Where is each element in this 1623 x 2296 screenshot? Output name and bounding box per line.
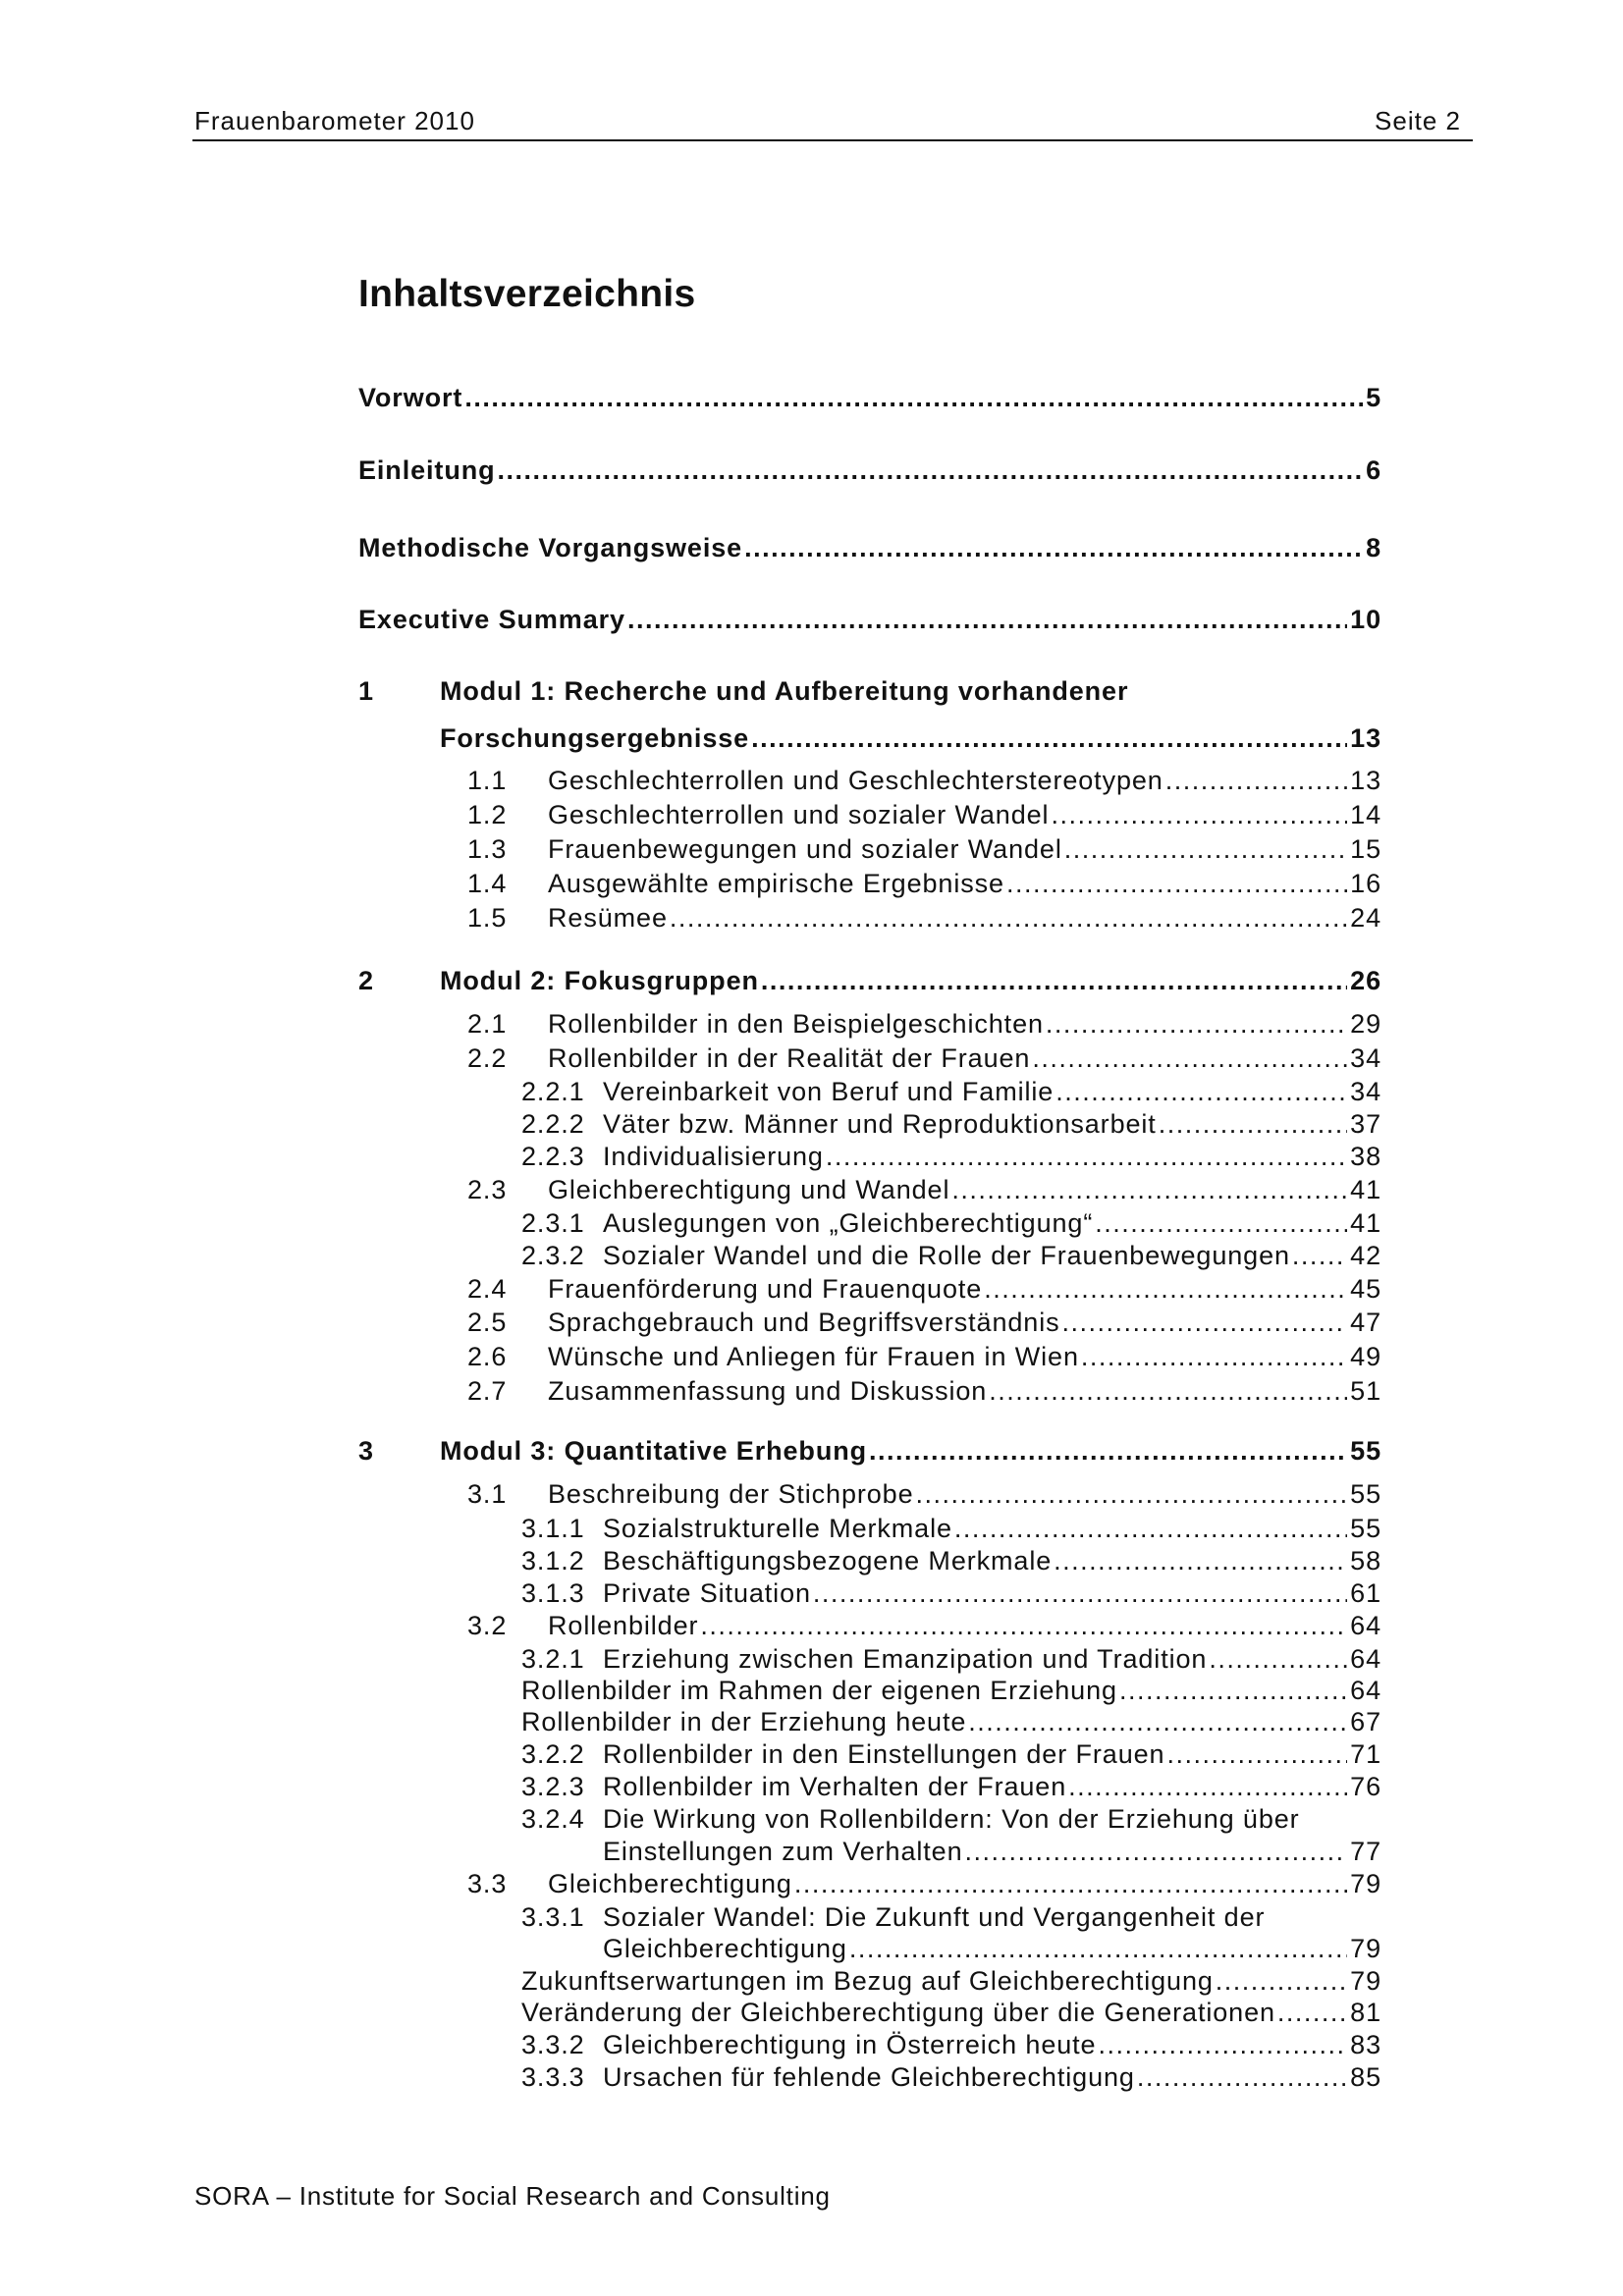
toc-entry-page: 42 xyxy=(1350,1241,1381,1270)
toc-entry-number: 3.3 xyxy=(467,1869,508,1898)
toc-dot-leader xyxy=(744,531,1363,564)
toc-entry-page: 13 xyxy=(1350,723,1381,753)
toc-entry-number: 3.1.3 xyxy=(521,1578,585,1608)
toc-entry-page: 81 xyxy=(1350,1998,1381,2027)
toc-entry-2-3-1[interactable] xyxy=(0,1206,1381,1240)
toc-dot-leader xyxy=(1064,832,1347,866)
toc-dot-leader xyxy=(670,901,1347,934)
toc-dot-leader xyxy=(1277,1996,1347,2029)
toc-entry-page: 64 xyxy=(1350,1676,1381,1705)
toc-dot-leader xyxy=(869,1434,1347,1468)
toc-entry-3-2-1[interactable] xyxy=(0,1642,1381,1676)
toc-entry-3-3-1-b[interactable] xyxy=(0,1996,1381,2029)
toc-entry-modul-1[interactable] xyxy=(0,674,1381,708)
toc-entry-page: 13 xyxy=(1350,766,1381,795)
toc-dot-leader xyxy=(813,1576,1347,1610)
header-title: Frauenbarometer 2010 xyxy=(194,106,475,135)
toc-entry-number: 3.3.1 xyxy=(521,1902,585,1932)
toc-entry-page: 16 xyxy=(1350,869,1381,898)
toc-entry-number: 3.2.2 xyxy=(521,1739,585,1769)
toc-dot-leader xyxy=(1292,1239,1347,1272)
toc-entry-number: 2.2 xyxy=(467,1043,508,1073)
toc-entry-title: Modul 2: Fokusgruppen xyxy=(440,966,759,995)
toc-entry-title: Rollenbilder in den Einstellungen der Frauen xyxy=(603,1739,1165,1769)
toc-dot-leader xyxy=(965,1835,1348,1868)
toc-entry-title: Sozialer Wandel und die Rolle der Frauenbewegungen xyxy=(603,1241,1290,1270)
toc-dot-leader xyxy=(1081,1340,1347,1373)
toc-entry-2-5[interactable] xyxy=(0,1306,1381,1339)
toc-entry-title: Rollenbilder im Rahmen der eigenen Erziehung xyxy=(521,1676,1117,1705)
toc-entry-number: 1.1 xyxy=(467,766,508,795)
toc-entry-number: 2.2.3 xyxy=(521,1142,585,1171)
toc-entry-title: Einleitung xyxy=(358,455,496,485)
toc-entry-number: 3.2.3 xyxy=(521,1772,585,1801)
toc-entry-title: Private Situation xyxy=(603,1578,811,1608)
toc-entry-title: Resümee xyxy=(548,903,668,933)
toc-entry-title: Executive Summary xyxy=(358,605,625,634)
toc-entry-page: 71 xyxy=(1350,1739,1381,1769)
toc-entry-title: Einstellungen zum Verhalten xyxy=(603,1837,963,1866)
toc-dot-leader xyxy=(794,1867,1347,1900)
toc-dot-leader xyxy=(498,454,1364,487)
toc-entry-page: 67 xyxy=(1350,1707,1381,1736)
toc-dot-leader xyxy=(1098,2028,1347,2061)
toc-entry-3-2[interactable] xyxy=(0,1609,1381,1642)
toc-dot-leader xyxy=(954,1512,1347,1545)
toc-dot-leader xyxy=(1046,1007,1347,1041)
toc-entry-page: 76 xyxy=(1350,1772,1381,1801)
toc-entry-page: 24 xyxy=(1350,903,1381,933)
toc-entry-page: 47 xyxy=(1350,1308,1381,1337)
toc-entry-title: Vereinbarkeit von Beruf und Familie xyxy=(603,1077,1055,1106)
toc-entry-number: 3.1 xyxy=(467,1479,508,1509)
toc-entry-3-3-2[interactable] xyxy=(0,2028,1381,2061)
toc-entry-3-3-1[interactable] xyxy=(0,1900,1381,1934)
toc-dot-leader xyxy=(984,1272,1347,1306)
toc-entry-page: 55 xyxy=(1350,1436,1381,1466)
toc-entry-number: 1 xyxy=(358,676,374,706)
toc-entry-2-2-2[interactable] xyxy=(0,1107,1381,1141)
toc-dot-leader xyxy=(1051,798,1347,831)
toc-entry-title: Forschungsergebnisse xyxy=(440,723,750,753)
toc-entry-page: 61 xyxy=(1350,1578,1381,1608)
toc-entry-1-5[interactable] xyxy=(0,901,1381,934)
toc-entry-3-1[interactable] xyxy=(0,1477,1381,1511)
toc-dot-leader xyxy=(1165,764,1347,797)
toc-entry-3-2-3[interactable] xyxy=(0,1770,1381,1803)
toc-entry-title: Zusammenfassung und Diskussion xyxy=(548,1376,988,1406)
toc-entry-1-1[interactable] xyxy=(0,764,1381,797)
toc-entry-title: Frauenförderung und Frauenquote xyxy=(548,1274,983,1304)
toc-dot-leader xyxy=(989,1374,1347,1408)
toc-entry-page: 64 xyxy=(1350,1611,1381,1640)
toc-entry-2-3-2[interactable] xyxy=(0,1239,1381,1272)
toc-entry-executive-summary[interactable] xyxy=(0,603,1381,636)
toc-entry-page: 26 xyxy=(1350,966,1381,995)
toc-dot-leader xyxy=(826,1140,1347,1173)
toc-entry-number: 3.3.3 xyxy=(521,2062,585,2092)
toc-entry-title: Gleichberechtigung xyxy=(603,1934,847,1963)
toc-dot-leader xyxy=(1209,1642,1347,1676)
toc-entry-1-4[interactable] xyxy=(0,867,1381,900)
toc-entry-1-2[interactable] xyxy=(0,798,1381,831)
toc-entry-3-3[interactable] xyxy=(0,1867,1381,1900)
toc-entry-number: 2 xyxy=(358,966,374,995)
toc-dot-leader xyxy=(1006,867,1347,900)
toc-dot-leader xyxy=(951,1173,1347,1206)
toc-entry-page: 83 xyxy=(1350,2030,1381,2059)
toc-entry-title: Erziehung zwischen Emanzipation und Tradition xyxy=(603,1644,1208,1674)
toc-entry-3-2-1-a[interactable] xyxy=(0,1674,1381,1707)
toc-entry-2-7[interactable] xyxy=(0,1374,1381,1408)
toc-entry-title: Auslegungen von „Gleichberechtigung“ xyxy=(603,1208,1094,1238)
toc-entry-number: 2.5 xyxy=(467,1308,508,1337)
toc-dot-leader xyxy=(1159,1107,1347,1141)
toc-entry-page: 77 xyxy=(1350,1837,1381,1866)
toc-entry-modul-3[interactable] xyxy=(0,1434,1381,1468)
toc-entry-title: Rollenbilder xyxy=(548,1611,699,1640)
toc-dot-leader xyxy=(1137,2060,1347,2094)
toc-entry-number: 3.2 xyxy=(467,1611,508,1640)
toc-entry-title: Sozialer Wandel: Die Zukunft und Vergangenheit der xyxy=(603,1902,1266,1932)
toc-dot-leader xyxy=(1216,1964,1347,1998)
toc-entry-number: 1.4 xyxy=(467,869,508,898)
toc-dot-leader xyxy=(968,1705,1347,1738)
toc-entry-page: 79 xyxy=(1350,1934,1381,1963)
toc-entry-title: Individualisierung xyxy=(603,1142,824,1171)
toc-dot-leader xyxy=(1095,1206,1347,1240)
toc-entry-title: Beschreibung der Stichprobe xyxy=(548,1479,914,1509)
toc-entry-title: Vorwort xyxy=(358,383,463,412)
toc-entry-page: 14 xyxy=(1350,800,1381,829)
toc-entry-vorwort[interactable] xyxy=(0,381,1381,414)
toc-entry-title: Frauenbewegungen und sozialer Wandel xyxy=(548,834,1062,864)
toc-entry-number: 2.7 xyxy=(467,1376,508,1406)
toc-entry-3-3-1-continued[interactable] xyxy=(0,1932,1381,1965)
toc-entry-page: 49 xyxy=(1350,1342,1381,1371)
toc-entry-3-2-2[interactable] xyxy=(0,1737,1381,1771)
toc-entry-number: 2.3.2 xyxy=(521,1241,585,1270)
toc-entry-number: 3.2.4 xyxy=(521,1804,585,1834)
toc-entry-title: Ausgewählte empirische Ergebnisse xyxy=(548,869,1004,898)
toc-entry-number: 2.3.1 xyxy=(521,1208,585,1238)
toc-entry-page: 29 xyxy=(1350,1009,1381,1039)
toc-dot-leader xyxy=(916,1477,1348,1511)
toc-entry-page: 41 xyxy=(1350,1208,1381,1238)
toc-entry-title: Rollenbilder in der Erziehung heute xyxy=(521,1707,967,1736)
toc-entry-page: 34 xyxy=(1350,1077,1381,1106)
toc-entry-title: Die Wirkung von Rollenbildern: Von der Erziehung über xyxy=(603,1804,1300,1834)
toc-entry-modul-2[interactable] xyxy=(0,964,1381,997)
toc-dot-leader xyxy=(1055,1075,1347,1108)
toc-dot-leader xyxy=(761,964,1347,997)
toc-entry-number: 3 xyxy=(358,1436,374,1466)
toc-dot-leader xyxy=(751,721,1347,755)
toc-entry-number: 3.1.2 xyxy=(521,1546,585,1575)
toc-entry-number: 2.6 xyxy=(467,1342,508,1371)
toc-entry-number: 3.3.2 xyxy=(521,2030,585,2059)
toc-entry-2-3[interactable] xyxy=(0,1173,1381,1206)
toc-entry-number: 2.4 xyxy=(467,1274,508,1304)
toc-dot-leader xyxy=(700,1609,1347,1642)
toc-dot-leader xyxy=(1032,1041,1347,1075)
page-footer: SORA – Institute for Social Research and Consulting xyxy=(194,2181,831,2211)
toc-entry-title: Rollenbilder in den Beispielgeschichten xyxy=(548,1009,1044,1039)
toc-entry-3-3-1-a[interactable] xyxy=(0,1964,1381,1998)
header-page-number: Seite 2 xyxy=(1375,106,1461,135)
toc-entry-page: 41 xyxy=(1350,1175,1381,1204)
toc-entry-title: Gleichberechtigung in Österreich heute xyxy=(603,2030,1097,2059)
toc-entry-einleitung[interactable] xyxy=(0,454,1381,487)
toc-entry-page: 37 xyxy=(1350,1109,1381,1139)
toc-entry-page: 85 xyxy=(1350,2062,1381,2092)
toc-entry-2-2-3[interactable] xyxy=(0,1140,1381,1173)
toc-entry-3-1-1[interactable] xyxy=(0,1512,1381,1545)
toc-entry-number: 1.5 xyxy=(467,903,508,933)
toc-entry-page: 10 xyxy=(1350,605,1381,634)
toc-entry-title: Ursachen für fehlende Gleichberechtigung xyxy=(603,2062,1135,2092)
toc-entry-title: Gleichberechtigung xyxy=(548,1869,792,1898)
toc-dot-leader xyxy=(1068,1770,1347,1803)
toc-entry-number: 2.2.2 xyxy=(521,1109,585,1139)
toc-dot-leader xyxy=(849,1932,1347,1965)
toc-entry-number: 2.1 xyxy=(467,1009,508,1039)
toc-entry-page: 55 xyxy=(1350,1479,1381,1509)
toc-entry-methodische-vorgangsweise[interactable] xyxy=(0,531,1381,564)
toc-entry-page: 5 xyxy=(1366,383,1381,412)
toc-entry-title: Modul 3: Quantitative Erhebung xyxy=(440,1436,868,1466)
toc-dot-leader xyxy=(1166,1737,1347,1771)
toc-entry-2-1[interactable] xyxy=(0,1007,1381,1041)
toc-entry-page: 64 xyxy=(1350,1644,1381,1674)
toc-entry-title: Rollenbilder in der Realität der Frauen xyxy=(548,1043,1031,1073)
toc-entry-2-2[interactable] xyxy=(0,1041,1381,1075)
toc-entry-title: Beschäftigungsbezogene Merkmale xyxy=(603,1546,1053,1575)
toc-entry-title: Gleichberechtigung und Wandel xyxy=(548,1175,950,1204)
toc-entry-number: 2.2.1 xyxy=(521,1077,585,1106)
toc-entry-2-2-1[interactable] xyxy=(0,1075,1381,1108)
toc-entry-title: Väter bzw. Männer und Reproduktionsarbeit xyxy=(603,1109,1157,1139)
toc-entry-title: Wünsche und Anliegen für Frauen in Wien xyxy=(548,1342,1079,1371)
toc-entry-title: Geschlechterrollen und sozialer Wandel xyxy=(548,800,1050,829)
toc-dot-leader xyxy=(1119,1674,1347,1707)
toc-entry-3-1-3[interactable] xyxy=(0,1576,1381,1610)
toc-entry-title: Zukunftserwartungen im Bezug auf Gleichberechtigung xyxy=(521,1966,1214,1996)
toc-entry-page: 45 xyxy=(1350,1274,1381,1304)
toc-entry-number: 3.1.1 xyxy=(521,1514,585,1543)
toc-entry-3-2-4-continued[interactable] xyxy=(0,1835,1381,1868)
toc-entry-page: 6 xyxy=(1366,455,1381,485)
toc-entry-number: 1.3 xyxy=(467,834,508,864)
toc-entry-page: 55 xyxy=(1350,1514,1381,1543)
toc-entry-3-2-1-b[interactable] xyxy=(0,1705,1381,1738)
toc-dot-leader xyxy=(1054,1544,1347,1577)
toc-entry-2-4[interactable] xyxy=(0,1272,1381,1306)
toc-dot-leader xyxy=(627,603,1347,636)
toc-entry-3-2-4[interactable] xyxy=(0,1802,1381,1836)
toc-entry-page: 15 xyxy=(1350,834,1381,864)
toc-entry-title: Sozialstrukturelle Merkmale xyxy=(603,1514,952,1543)
toc-entry-page: 51 xyxy=(1350,1376,1381,1406)
toc-heading: Inhaltsverzeichnis xyxy=(358,273,696,315)
toc-entry-number: 2.3 xyxy=(467,1175,508,1204)
toc-entry-1-3[interactable] xyxy=(0,832,1381,866)
toc-entry-title: Sprachgebrauch und Begriffsverständnis xyxy=(548,1308,1060,1337)
toc-entry-page: 79 xyxy=(1350,1869,1381,1898)
toc-entry-title: Modul 1: Recherche und Aufbereitung vorhandener xyxy=(440,676,1129,706)
toc-entry-3-3-3[interactable] xyxy=(0,2060,1381,2094)
toc-entry-number: 3.2.1 xyxy=(521,1644,585,1674)
toc-entry-2-6[interactable] xyxy=(0,1340,1381,1373)
toc-dot-leader xyxy=(1062,1306,1348,1339)
toc-dot-leader xyxy=(464,381,1363,414)
toc-entry-page: 8 xyxy=(1366,533,1381,562)
toc-entry-3-1-2[interactable] xyxy=(0,1544,1381,1577)
toc-entry-title: Geschlechterrollen und Geschlechterstereotypen xyxy=(548,766,1163,795)
toc-entry-title: Rollenbilder im Verhalten der Frauen xyxy=(603,1772,1067,1801)
toc-entry-number: 1.2 xyxy=(467,800,508,829)
toc-entry-title: Methodische Vorgangsweise xyxy=(358,533,743,562)
toc-entry-page: 58 xyxy=(1350,1546,1381,1575)
toc-entry-page: 34 xyxy=(1350,1043,1381,1073)
toc-entry-page: 38 xyxy=(1350,1142,1381,1171)
toc-entry-title: Veränderung der Gleichberechtigung über die Generationen xyxy=(521,1998,1275,2027)
toc-entry-page: 79 xyxy=(1350,1966,1381,1996)
toc-entry-modul-1-continued[interactable] xyxy=(0,721,1381,755)
